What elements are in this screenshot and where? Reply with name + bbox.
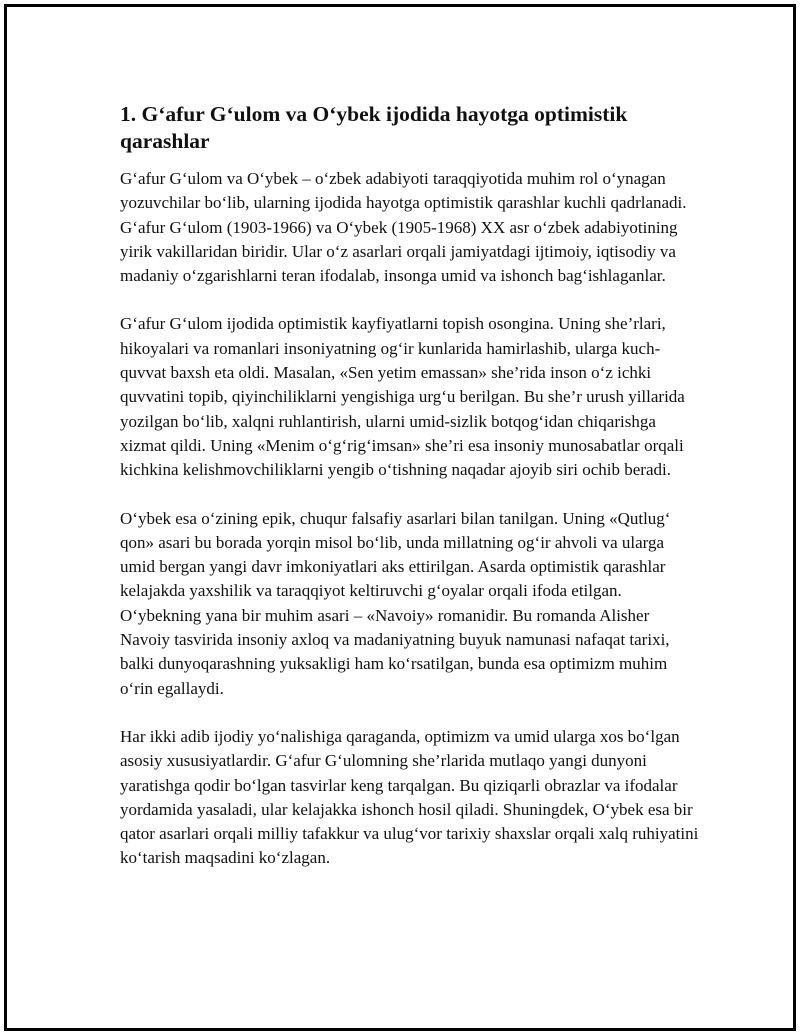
page-frame	[4, 4, 796, 1031]
document-body	[120, 101, 700, 895]
paragraph-2: G‘afur G‘ulom ijodida optimistik kayfiyatlarni topish osongina. Uning she’rlari, hikoyalari va romanlari insoniyatning og‘ir kunlarida hamirlashib, ularga kuch-quvvat baxsh eta oldi. Masalan, «Sen yetim emassan» she’rida inson o‘z ichki quvvatini topib, qiyinchiliklarni yengishiga urg‘u berilgan. Bu she’r urush yillarida yozilgan bo‘lib, xalqni ruhlantirish, ularni umid-sizlik botqog‘idan chiqarishga xizmat qildi. Uning «Menim o‘g‘rig‘imsan» she’ri esa insoniy munosabatlar orqali kichkina kelishmovchiliklarni yengib o‘tishning naqadar ajoyib siri ochib beradi.	[120, 314, 685, 480]
paragraph-4: Har ikki adib ijodiy yo‘nalishiga qaraganda, optimizm va umid ularga xos bo‘lgan asosiy xususiyatlardir. G‘afur G‘ulomning she’rlarida mutlaqo yangi dunyoni yaratishga qodir bo‘lgan tasvirlar keng tarqalgan. Bu qiziqarli obrazlar va ifodalar yordamida yasaladi, ular kelajakka ishonch hosil qiladi. Shuningdek, O‘ybek esa bir qator asarlari orqali milliy tafakkur va ulug‘vor tarixiy shaxslar orqali xalq ruhiyatini ko‘tarish maqsadini ko‘zlagan.	[120, 726, 699, 868]
paragraph-1: G‘afur G‘ulom va O‘ybek – o‘zbek adabiyoti taraqqiyotida muhim rol o‘ynagan yozuvchilar bo‘lib, ularning ijodida hayotga optimistik qarashlar kuchli qadrlanadi. G‘afur G‘ulom (1903-1966) va O‘ybek (1905-1968) XX asr o‘zbek adabiyotining yirik vakillaridan biridir. Ular o‘z asarlari orqali jamiyatdagi ijtimoiy, iqtisodiy va madaniy o‘zgarishlarni teran ifodalab, insonga umid va ishonch bag‘ishlaganlar.	[120, 169, 687, 286]
paragraph-3: O‘ybek esa o‘zining epik, chuqur falsafiy asarlari bilan tanilgan. Uning «Qutlug‘ qon» asari bu borada yorqin misol bo‘lib, unda millatning og‘ir ahvoli va ularga umid bergan yangi davr imkoniyatlari aks ettirilgan. Asarda optimistik qarashlar kelajakda yaxshilik va taraqqiyot keltiruvchi g‘oyalar orqali ifoda etilgan. O‘ybekning yana bir muhim asari – «Navoiy» romanidir. Bu romanda Alisher Navoiy tasvirida insoniy axloq va madaniyatning buyuk namunasi nafaqat tarixi, balki dunyoqarashning yuksakligi ham ko‘rsatilgan, bunda esa optimizm muhim o‘rin egallaydi.	[120, 508, 671, 698]
section-heading: 1. G‘afur G‘ulom va O‘ybek ijodida hayotga optimistik qarashlar	[120, 102, 628, 153]
